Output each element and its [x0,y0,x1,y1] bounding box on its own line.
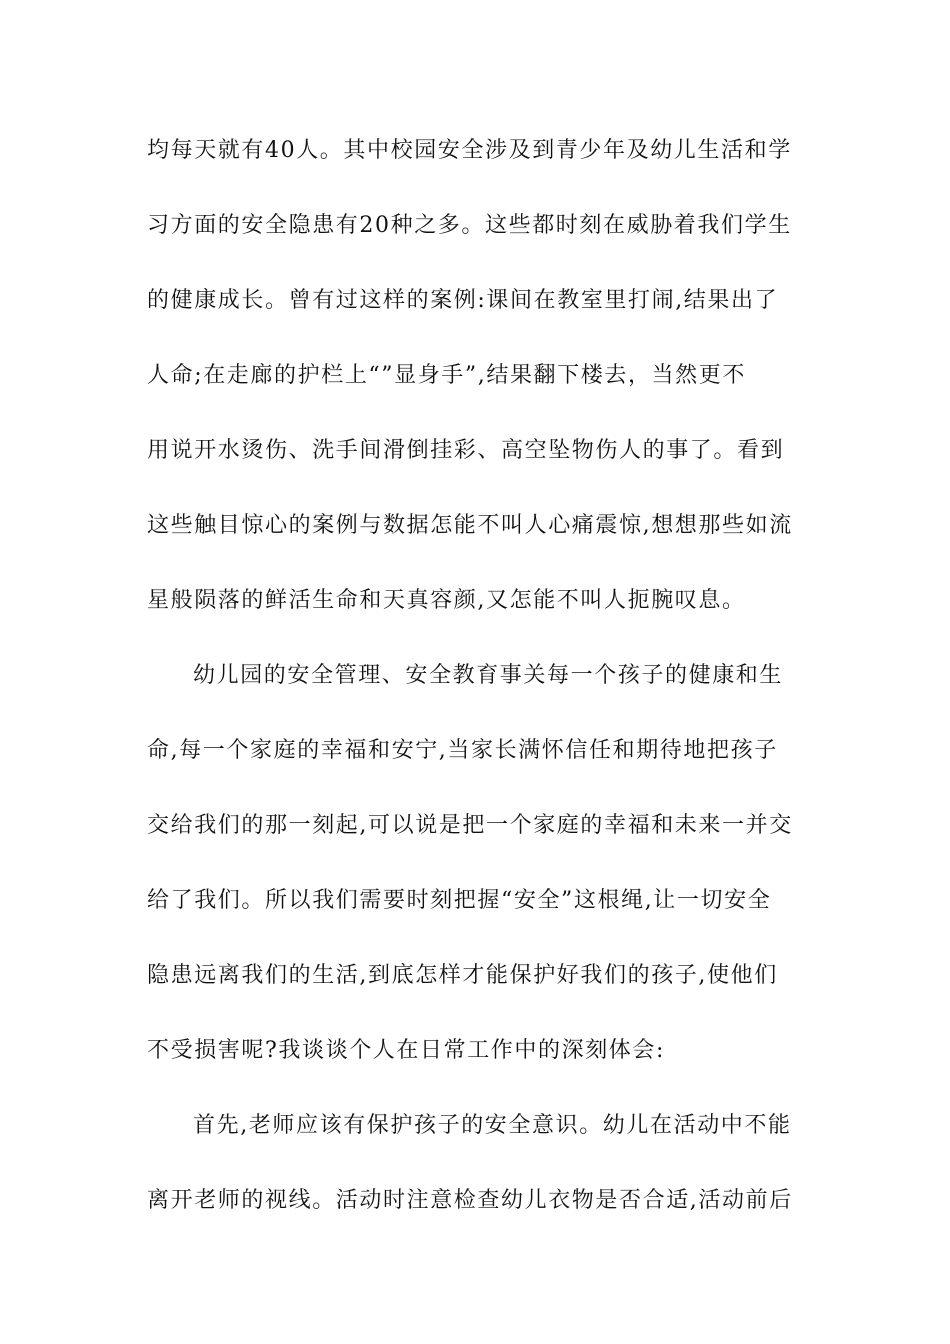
text-line-7: 星般陨落的鲜活生命和天真容颜,又怎能不叫人扼腕叹息。 [147,588,746,613]
text-line-8: 幼儿园的安全管理、安全教育事关每一个孩子的健康和生 [193,663,784,688]
text-line-15: 离开老师的视线。活动时注意检查幼儿衣物是否合适,活动前后 [147,1188,793,1213]
text-line-12: 隐患远离我们的生活,到底怎样才能保护好我们的孩子,使他们 [147,963,778,988]
text-line-14: 首先,老师应该有保护孩子的安全意识。幼儿在活动中不能 [193,1113,792,1138]
text-line-2: 习方面的安全隐患有20种之多。这些都时刻在威胁着我们学生 [147,213,792,238]
text-line-3: 的健康成长。曾有过这样的案例:课间在教室里打闹,结果出了 [147,288,779,313]
text-line-9: 命,每一个家庭的幸福和安宁,当家长满怀信任和期待地把孩子 [147,738,778,763]
text-line-1: 均每天就有40人。其中校园安全涉及到青少年及幼儿生活和学 [147,138,792,163]
text-line-11: 给了我们。所以我们需要时刻把握“安全”这根绳,让一切安全 [147,888,772,913]
text-line-5: 用说开水烫伤、洗手间滑倒挂彩、高空坠物伤人的事了。看到 [147,438,785,463]
text-line-13: 不受损害呢?我谈谈个人在日常工作中的深刻体会: [147,1038,666,1063]
text-line-4: 人命;在走廊的护栏上“”显身手”,结果翻下楼去，当然更不 [147,363,746,388]
text-line-6: 这些触目惊心的案例与数据怎能不叫人心痛震惊,想想那些如流 [147,513,793,538]
text-line-10: 交给我们的那一刻起,可以说是把一个家庭的幸福和未来一并交 [147,813,793,838]
